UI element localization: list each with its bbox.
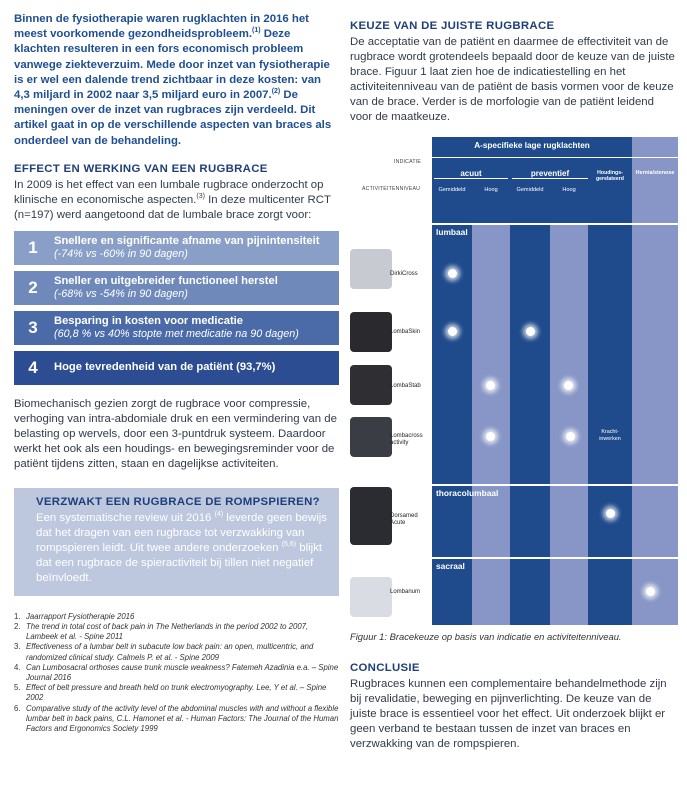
conclusie-paragraph: Rugbraces kunnen een complementaire behandelmethode zijn bij revalidatie, beweging en pijnverlichting. De keuze van de juiste brace is essentieel voor het effect. Uit onderzoek blijkt er geen verband te bestaan tussen de inzet van braces en verzwakking van de rompspieren. — [350, 678, 667, 750]
product-name: Dorsamed Acute — [390, 513, 418, 526]
brace-image-lombacross — [350, 417, 392, 457]
benefit-number: 4 — [28, 357, 38, 377]
intro-sentence-1: Binnen de fysiotherapie waren rugklachten in 2016 het meest voorkomende gezondheidsprobleem. — [14, 13, 309, 41]
group-houding: Houdings-gerelateerd — [596, 170, 624, 182]
brace-image-lombanum — [350, 577, 392, 617]
effect-text-2: In deze multicenter RCT (n=197) werd aangetoond dat de lumbale brace zorgt voor: — [14, 193, 331, 221]
benefit-sub: (-74% vs -60% in 90 dagen) — [54, 247, 188, 260]
keuze-heading: KEUZE VAN DE JUISTE RUGBRACE — [350, 20, 555, 32]
divider — [432, 557, 678, 559]
column-hernia — [632, 137, 678, 625]
group-hernia: Hernia/stenose — [635, 170, 675, 176]
benefit-title: Hoge tevredenheid van de patiënt (93,7%) — [54, 361, 276, 374]
box-text-1: Een systematische review uit 2016 — [36, 511, 212, 524]
benefit-title: Besparing in kosten voor medicatie — [54, 314, 243, 327]
box-text — [36, 511, 327, 586]
indicator-dot — [526, 327, 535, 336]
reference-item: 2. The trend in total cost of back pain in The Netherlands in the period 2002 to 2007, Lambeek et al. - Spine 2011 — [14, 622, 309, 642]
level-gemiddeld: Gemiddeld — [516, 187, 544, 193]
intro-paragraph — [14, 12, 339, 149]
ref-2: (2) — [271, 88, 281, 96]
indicator-dot — [448, 269, 457, 278]
divider — [432, 484, 678, 486]
level-hoog: Hoog — [562, 187, 576, 193]
benefit-sub: (-68% vs -54% in 90 dagen) — [54, 287, 188, 300]
level-hoog: Hoog — [484, 187, 498, 193]
brace-image-dirkicross — [350, 249, 392, 289]
reference-item: 4. Can Lumbosacral orthoses cause trunk muscle weakness? Fatemeh Azadinia e.a. – Spine Journal 2016 — [14, 662, 339, 683]
ref-5-6: (5,6) — [281, 541, 297, 549]
indicator-dot — [486, 381, 495, 390]
benefit-title: Snellere en significante afname van pijnintensiteit — [54, 234, 320, 247]
box-text-2: leverde geen bewijs dat het dragen van een rugbrace tot verzwakking van rompspieren leidt. Uit twee andere onderzoeken — [36, 511, 327, 554]
indicator-dot — [566, 432, 575, 441]
box-text-3: blijkt dat een rugbrace de spieractiviteit bij tillen niet negatief beïnvloedt. — [36, 541, 323, 584]
effect-heading: EFFECT EN WERKING VAN EEN RUGBRACE — [14, 162, 268, 175]
reference-item: 5. Effect of belt pressure and breath held on trunk electromyography. Lee, Y et al. – Spine 2002 — [14, 683, 327, 703]
benefit-title: Sneller en uitgebreider functioneel herstel — [54, 274, 278, 287]
column-acuut-hoog — [472, 225, 510, 625]
benefit-sub: (60,8 % vs 40% stopte met medicatie na 90 dagen) — [54, 327, 299, 340]
benefits-list — [14, 231, 339, 385]
group-acuut: acuut — [434, 169, 508, 179]
column-preventief-hoog — [550, 225, 588, 625]
keuze-paragraph: De acceptatie van de patiënt en daarmee de effectiviteit van de rugbrace wordt grotendeels bepaald door de keuze van de juiste brace. Figuur 1 laat zien hoe de indicatiestelling en het activiteitenniveau van de patiënt de basis vormen voor de keuze van de brace. Verder is de morfologie van de patiënt leidend voor de maatkeuze. — [350, 36, 675, 123]
activiteit-label: ACTIVITEITENNIVEAU — [362, 186, 421, 192]
conclusie-heading: CONCLUSIE — [350, 662, 420, 674]
figure-top-title: A-specifieke lage rugklachten — [474, 141, 590, 150]
indicator-dot — [448, 327, 457, 336]
ref-1: (1) — [252, 27, 261, 35]
indicator-dot — [606, 509, 615, 518]
product-name: DirkiCross — [390, 271, 418, 277]
divider — [432, 157, 678, 158]
reference-item: 1. Jaarrapport Fysiotherapie 2016 — [14, 611, 135, 621]
divider — [432, 223, 678, 225]
brace-image-lombastab — [350, 365, 392, 405]
benefit-number: 3 — [28, 317, 38, 337]
product-name: LombaStab — [390, 383, 421, 389]
benefit-number: 2 — [28, 277, 38, 297]
benefit-item — [14, 231, 339, 265]
benefit-item — [14, 351, 339, 385]
conclusie-section — [350, 662, 676, 752]
extra-note: Kracht-inwerken — [599, 429, 621, 442]
segment-lumbaal: lumbaal — [436, 227, 468, 237]
biomech-paragraph: Biomechanisch gezien zorgt de rugbrace voor compressie, verhoging van intra-abdomiale druk en een vermindering van de belasting op wervels, door een 3-puntdruk systeem. Daardoor werkt het ook als een houdings- en bewegingsreminder voor de patiënt tijdens zitten, staan en dagelijkse activiteiten. — [14, 397, 337, 470]
intro-sentence-2: Deze klachten resulteren in een fors economisch probleem vanwege ziekteverzuim. Mede door inzet van fysiotherapie is er wel een dalende trend zichtbaar in deze kosten: van 4,3 miljard in 2002 naar 3,5 miljard euro in 2007. — [14, 28, 330, 102]
effect-text-1: In 2009 is het effect van een lumbale rugbrace onderzocht op klinische en economische aspecten. — [14, 178, 324, 206]
segment-sacraal: sacraal — [436, 561, 465, 571]
reference-item: 3. Effectiveness of a lumbar belt in subacute low back pain: an open, multicentric, and randomized clinical study. Calmels P. et al. - Spine 2009 — [14, 642, 314, 662]
figure-caption: Figuur 1: Bracekeuze op basis van indicatie en activiteitenniveau. — [350, 631, 622, 642]
indicatie-label: INDICATIE — [394, 159, 422, 165]
ref-3: (3) — [196, 193, 205, 201]
product-name: Lombacross activity — [390, 433, 423, 446]
brace-selection-figure — [350, 137, 678, 625]
references-list — [14, 612, 339, 734]
reference-item: 6. Comparative study of the activity level of the abdominal muscles with and without a flexible lumbar belt in back pains, C.L. Hamonet et al. - Human Factors: The Journal of the Human Factors and Ergonomics Society 1999 — [14, 703, 339, 734]
benefit-number: 1 — [28, 237, 38, 257]
group-preventief: preventief — [512, 169, 588, 179]
brace-image-lombaskin — [350, 312, 392, 352]
product-name: Lombanum — [390, 589, 421, 595]
effect-paragraph — [14, 178, 339, 223]
segment-thoracolumbaal: thoracolumbaal — [436, 488, 499, 498]
ref-4: (4) — [214, 511, 224, 519]
box-heading: VERZWAKT EEN RUGBRACE DE ROMPSPIEREN? — [36, 495, 320, 508]
level-gemiddeld: Gemiddeld — [438, 187, 466, 193]
indicator-dot — [564, 381, 573, 390]
indicator-dot — [486, 432, 495, 441]
benefit-item — [14, 311, 339, 345]
brace-image-dorsamed — [350, 487, 392, 545]
left-column — [14, 12, 339, 734]
benefit-item — [14, 271, 339, 305]
right-column — [350, 20, 676, 125]
indicator-dot — [646, 587, 655, 596]
product-name: LombaSkin — [390, 329, 421, 335]
intro-sentence-3: De meningen over de inzet van rugbraces zijn verdeeld. Dit artikel gaat in op de verschillende aspecten van braces als onderdeel van de behandeling. — [14, 89, 332, 147]
info-box — [14, 488, 339, 596]
